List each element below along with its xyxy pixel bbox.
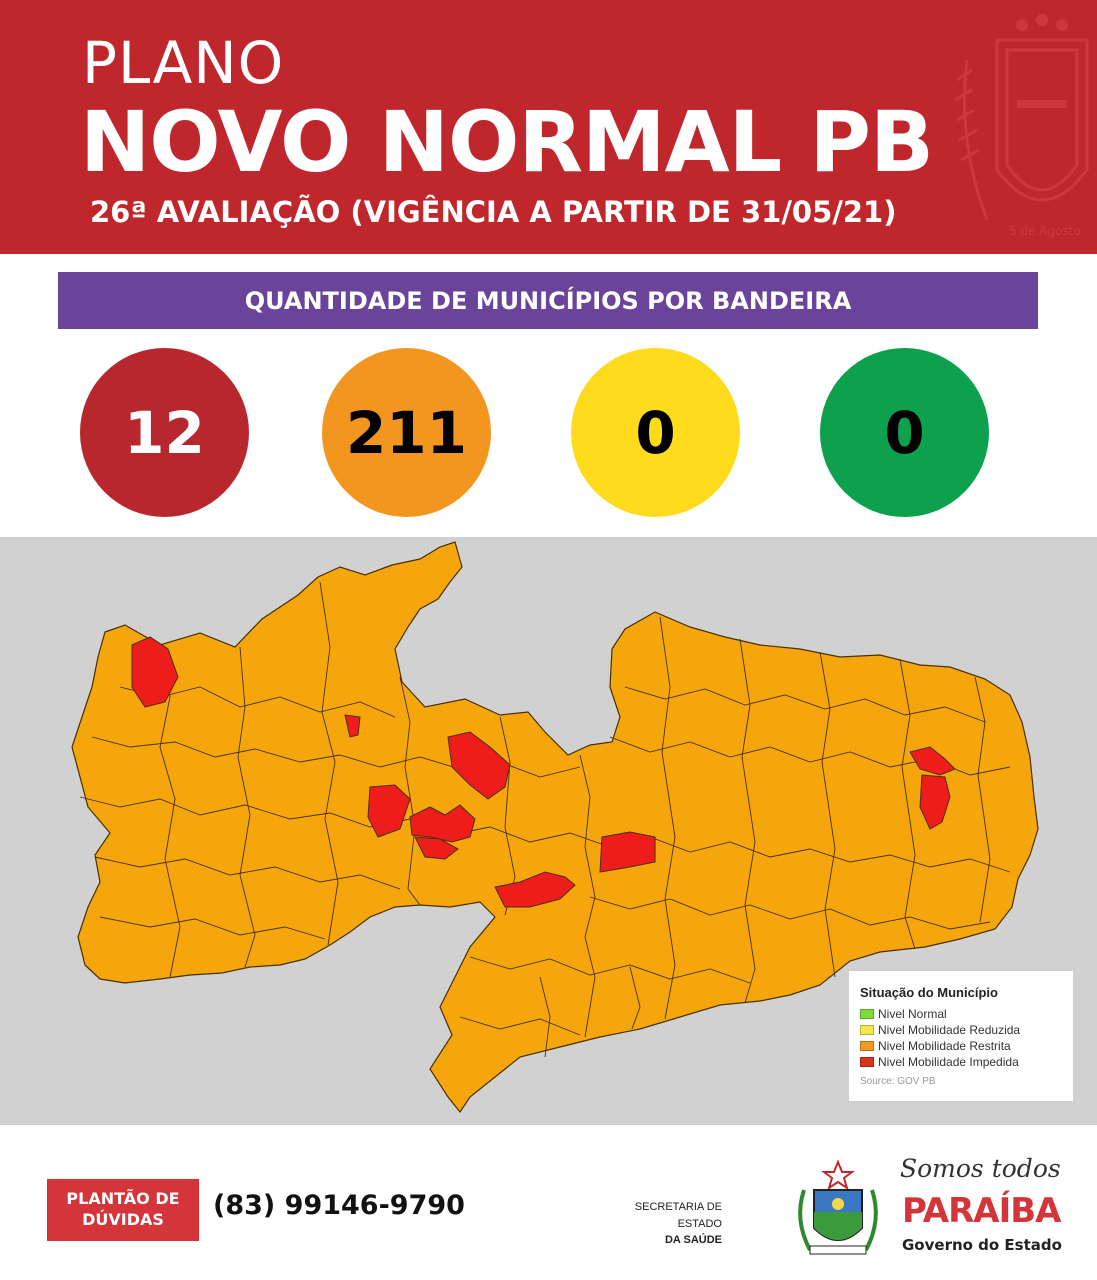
subtitle-avaliacao: 26ª AVALIAÇÃO (VIGÊNCIA A PARTIR DE 31/05/21) (90, 195, 897, 229)
state-crest-watermark-icon (947, 0, 1097, 254)
secretaria-line-2: DA SAÚDE (664, 1234, 722, 1246)
paraiba-logo-text: PARAÍBA (902, 1191, 1061, 1231)
legend-label-impedida: Nivel Mobilidade Impedida (878, 1055, 1019, 1069)
legend-swatch-red (860, 1057, 874, 1067)
green-flag-count: 0 (820, 348, 989, 517)
title-plano: PLANO (82, 29, 285, 97)
secretaria-saude-label (590, 1199, 722, 1249)
plantao-line-1: PLANTÃO DE (66, 1189, 180, 1209)
legend-item-normal (860, 1006, 1061, 1022)
legend-source: Source: GOV PB (860, 1076, 936, 1087)
crest-date-label: 5 de Agosto (1009, 224, 1081, 238)
secretaria-line-1: SECRETARIA DE ESTADO (634, 1201, 722, 1230)
plantao-duvidas-badge (47, 1179, 199, 1241)
legend-label-normal: Nivel Normal (878, 1007, 947, 1021)
paraiba-coat-of-arms-icon (790, 1160, 886, 1260)
red-flag-count: 12 (80, 348, 249, 517)
legend-swatch-yellow (860, 1025, 874, 1035)
yellow-flag-count: 0 (571, 348, 740, 517)
legend-swatch-green (860, 1009, 874, 1019)
somos-todos-slogan: Somos todos (900, 1154, 1061, 1183)
legend-item-reduzida (860, 1022, 1061, 1038)
municipios-por-bandeira-banner: QUANTIDADE DE MUNICÍPIOS POR BANDEIRA (58, 272, 1038, 329)
map-legend (848, 970, 1074, 1102)
legend-label-reduzida: Nivel Mobilidade Reduzida (878, 1023, 1021, 1037)
paraiba-municipalities-map (0, 537, 1097, 1125)
legend-item-restrita (860, 1038, 1061, 1054)
legend-title: Situação do Município (860, 985, 998, 1000)
legend-label-restrita: Nivel Mobilidade Restrita (878, 1039, 1011, 1053)
legend-swatch-orange (860, 1041, 874, 1051)
plantao-line-2: DÚVIDAS (82, 1210, 164, 1229)
orange-flag-count: 211 (322, 348, 491, 517)
phone-number: (83) 99146-9790 (213, 1190, 465, 1221)
governo-do-estado-text: Governo do Estado (902, 1236, 1062, 1254)
legend-item-impedida (860, 1054, 1061, 1070)
header-banner (0, 0, 1097, 254)
title-novo-normal-pb: NOVO NORMAL PB (80, 93, 933, 191)
